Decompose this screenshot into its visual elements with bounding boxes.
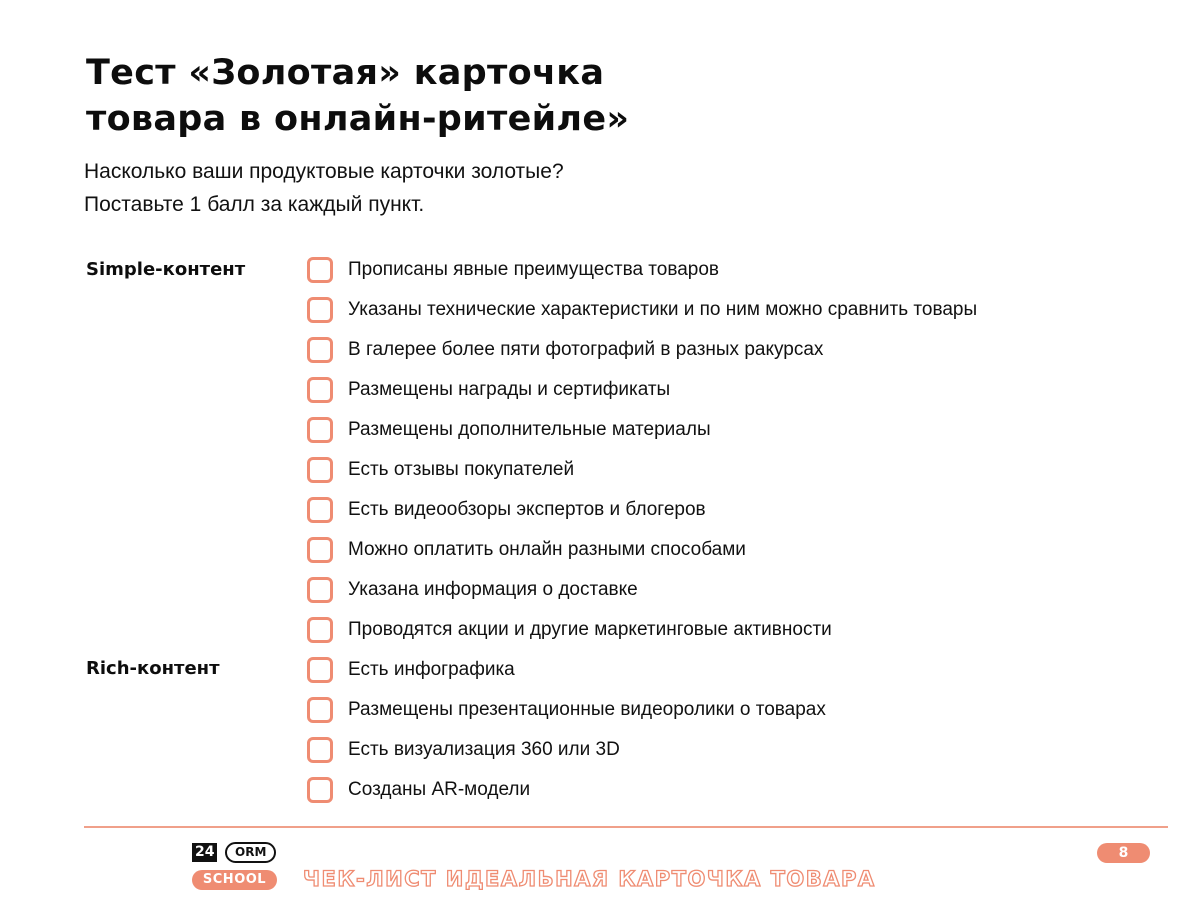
checklist-item[interactable] [307,730,1127,770]
checklist-item[interactable] [307,490,1127,530]
section-label-simple: Simple-контент [86,259,246,280]
checklist-item-label: Есть инфографика [348,659,515,680]
checkbox[interactable] [307,657,333,683]
checklist-item-label: Размещены презентационные видеоролики о товарах [348,699,826,720]
checkbox[interactable] [307,457,333,483]
logo-orm-badge: ORM [225,842,276,863]
checkbox[interactable] [307,337,333,363]
checklist-item[interactable] [307,250,1127,290]
checklist-item-label: Есть визуализация 360 или 3D [348,739,620,760]
logo-school-badge: SCHOOL [192,870,277,890]
page-title-line-1: Тест «Золотая» карточка [86,53,605,93]
checklist-item[interactable] [307,690,1127,730]
checklist-item[interactable] [307,770,1127,810]
checklist-item-label: Есть видеообзоры экспертов и блогеров [348,499,706,520]
checklist-item-label: Указаны технические характеристики и по ним можно сравнить товары [348,299,978,320]
checklist-item[interactable] [307,610,1127,650]
footer-document-title: ЧЕК-ЛИСТ ИДЕАЛЬНАЯ КАРТОЧКА ТОВАРА [303,867,876,891]
checkbox[interactable] [307,737,333,763]
page-subtitle [84,155,564,221]
checkbox[interactable] [307,417,333,443]
checklist-item[interactable] [307,410,1127,450]
checklist [307,250,1127,810]
checkbox[interactable] [307,537,333,563]
checklist-item-label: Можно оплатить онлайн разными способами [348,539,746,560]
footer-divider [84,826,1168,828]
checklist-item-label: Размещены награды и сертификаты [348,379,671,400]
checklist-item-label: Есть отзывы покупателей [348,459,575,480]
checkbox[interactable] [307,577,333,603]
checklist-item-label: Прописаны явные преимущества товаров [348,259,720,280]
checklist-item-label: Указана информация о доставке [348,579,638,600]
checklist-item[interactable] [307,530,1127,570]
section-label-rich: Rich-контент [86,658,220,679]
checkbox[interactable] [307,497,333,523]
checkbox[interactable] [307,617,333,643]
checkbox[interactable] [307,257,333,283]
checkbox[interactable] [307,297,333,323]
subtitle-line-1: Насколько ваши продуктовые карточки золотые? [84,160,564,183]
page-title [86,50,986,142]
checklist-item[interactable] [307,370,1127,410]
checklist-item-label: Проводятся акции и другие маркетинговые активности [348,619,832,640]
page-title-line-2: товара в онлайн-ритейле» [86,99,630,139]
checklist-item[interactable] [307,570,1127,610]
checkbox[interactable] [307,377,333,403]
checklist-item-label: Созданы AR-модели [348,779,531,800]
page-number-badge: 8 [1097,843,1150,863]
checkbox[interactable] [307,777,333,803]
subtitle-line-2: Поставьте 1 балл за каждый пункт. [84,193,425,216]
checklist-item-label: В галерее более пяти фотографий в разных ракурсах [348,339,824,360]
checklist-item[interactable] [307,290,1127,330]
checklist-item[interactable] [307,450,1127,490]
checklist-item[interactable] [307,330,1127,370]
checklist-item[interactable] [307,650,1127,690]
checkbox[interactable] [307,697,333,723]
logo-24-badge: 24 [192,843,217,862]
checklist-item-label: Размещены дополнительные материалы [348,419,711,440]
